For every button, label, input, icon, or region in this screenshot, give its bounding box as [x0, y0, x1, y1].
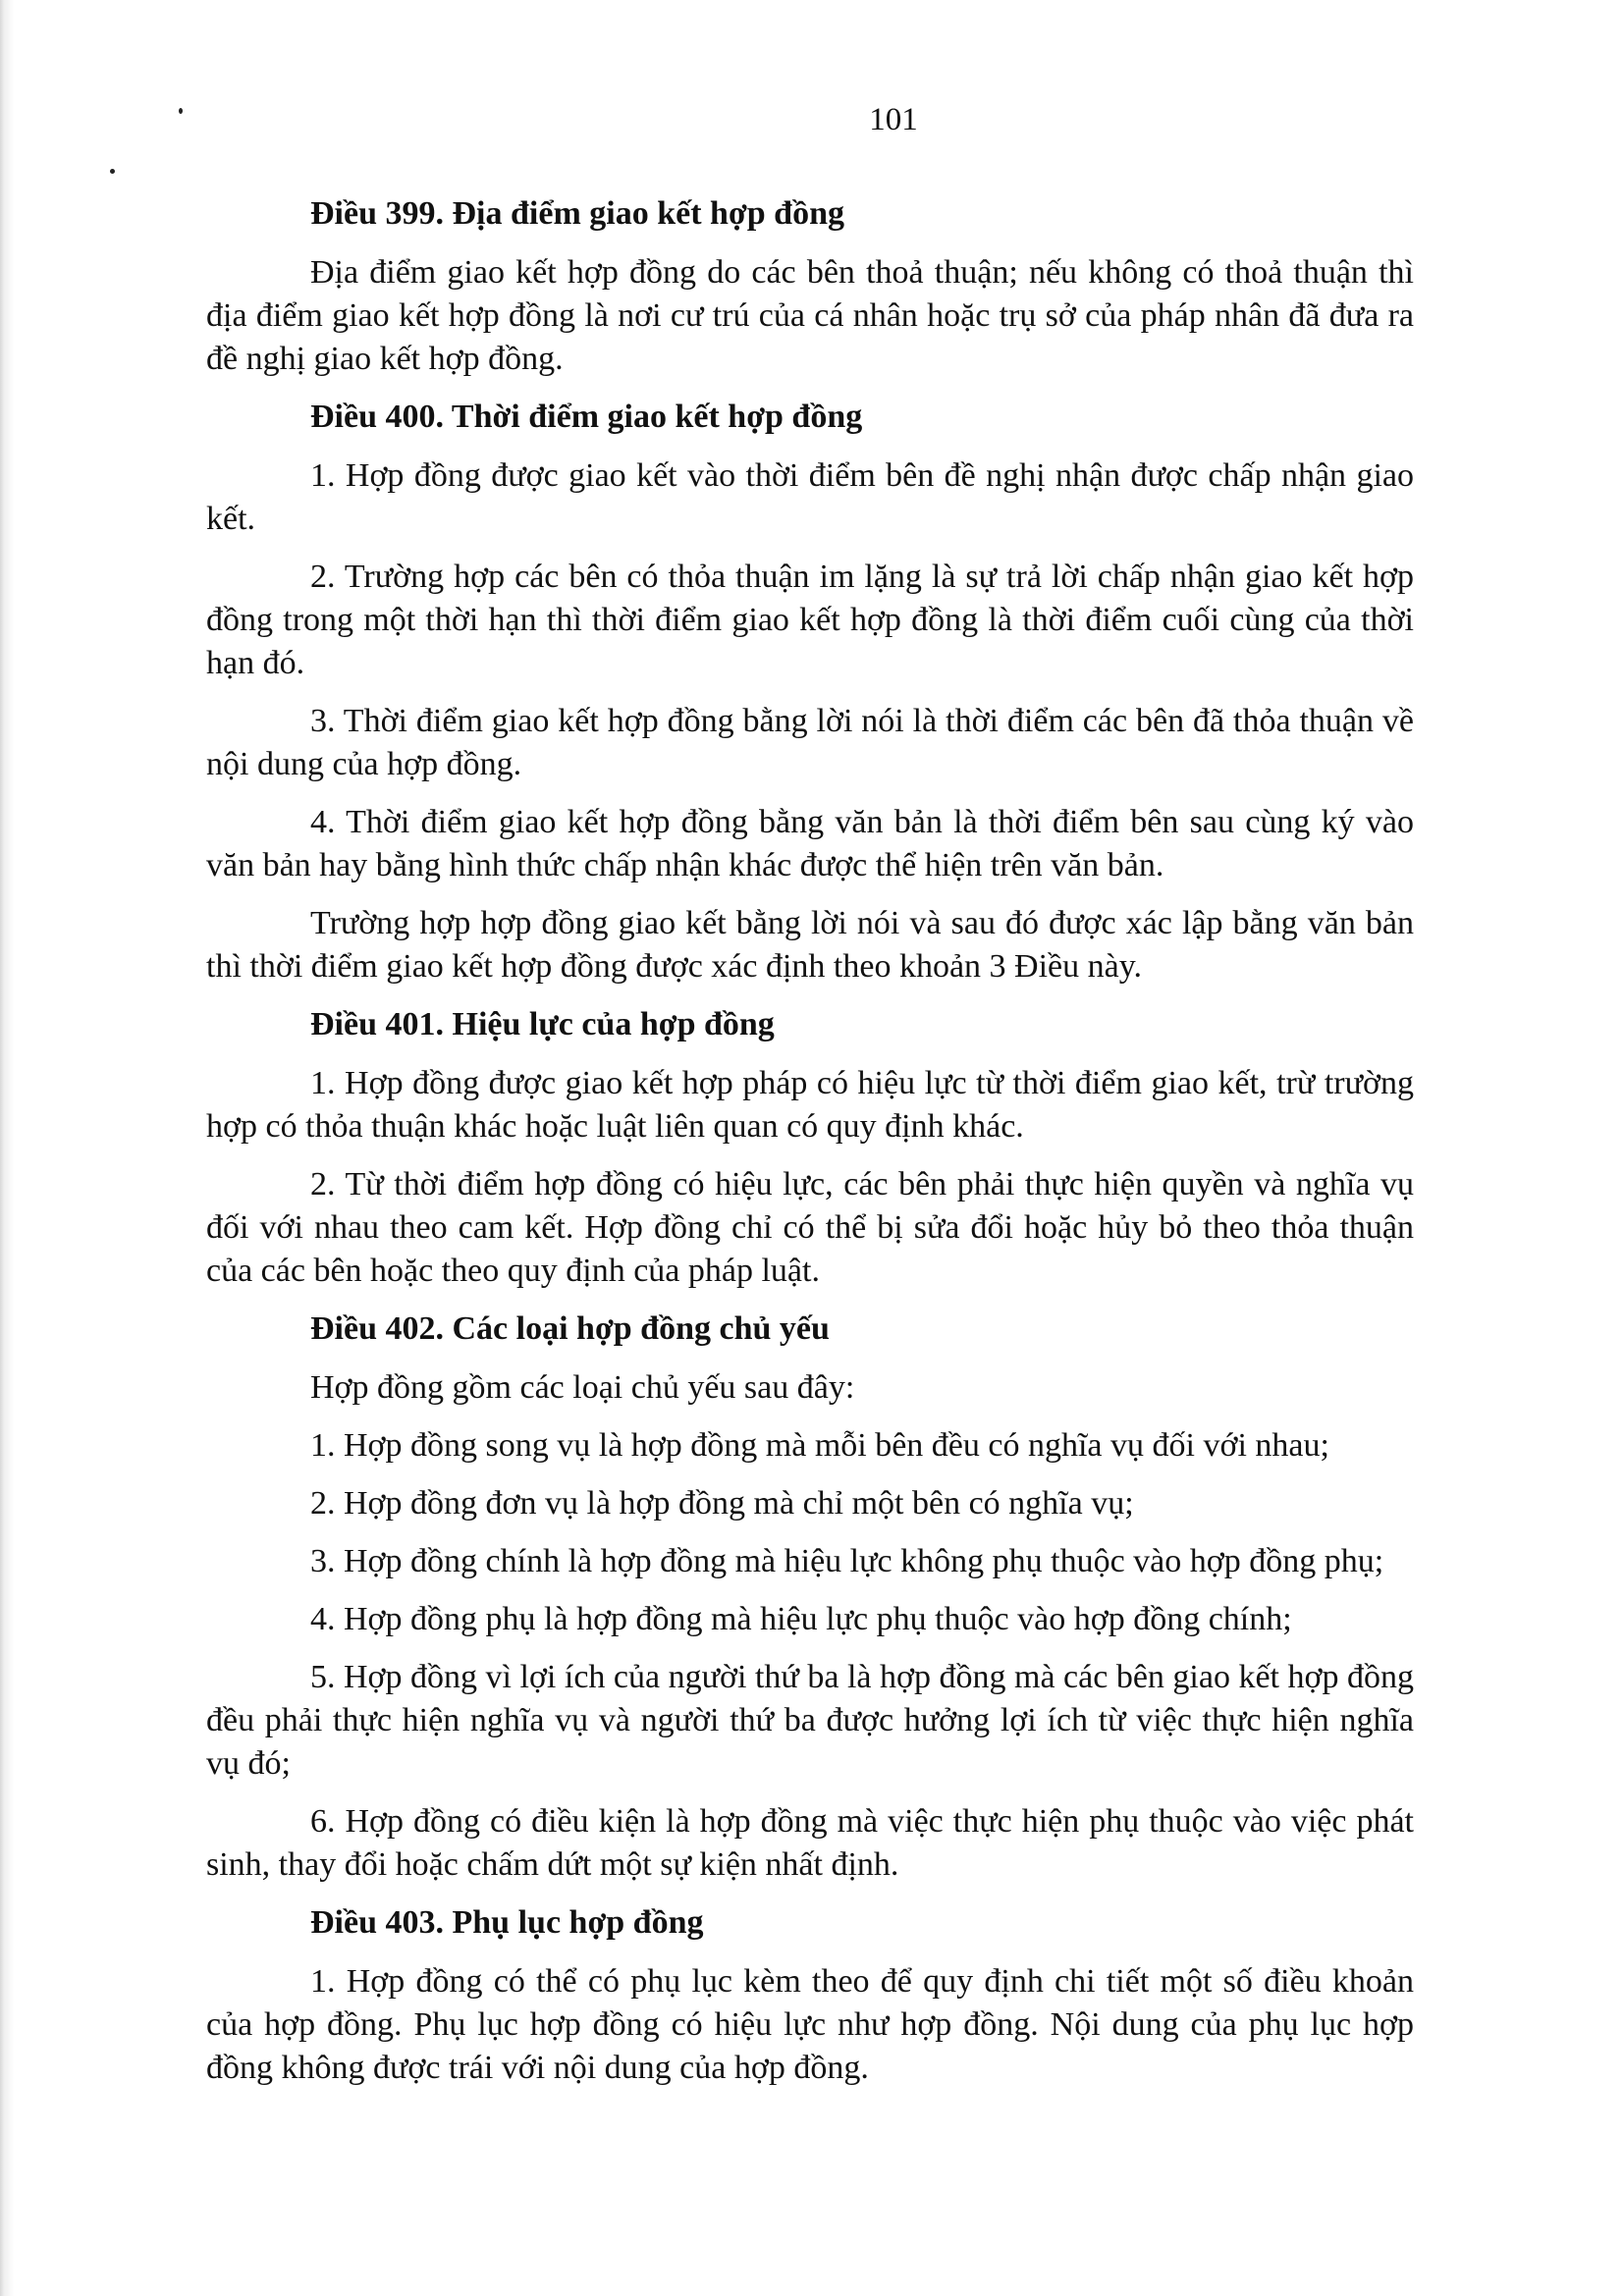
scan-speck [110, 169, 115, 174]
article-400 [206, 396, 1414, 988]
article-heading: Điều 402. Các loại hợp đồng chủ yếu [310, 1310, 830, 1347]
document-page [206, 98, 1414, 2105]
paragraph: Địa điểm giao kết hợp đồng do các bên thoả thuận; nếu không có thoả thuận thì địa điểm giao kết hợp đồng là nơi cư trú của cá nhân hoặc trụ sở của pháp nhân đã đưa ra đề nghị giao kết hợp đồng. [206, 254, 1414, 377]
scan-speck [179, 108, 183, 114]
paragraph: 5. Hợp đồng vì lợi ích của người thứ ba là hợp đồng mà các bên giao kết hợp đồng đều phải thực hiện nghĩa vụ và người thứ ba được hưởng lợi ích từ việc thực hiện nghĩa vụ đó; [206, 1659, 1414, 1782]
article-heading: Điều 399. Địa điểm giao kết hợp đồng [310, 195, 844, 232]
paragraph: 1. Hợp đồng có thể có phụ lục kèm theo để quy định chi tiết một số điều khoản của hợp đồng. Phụ lục hợp đồng có hiệu lực như hợp đồng. Nội dung của phụ lục hợp đồng không được trái với nội dung của hợp đồng. [206, 1963, 1414, 2086]
paragraph: 3. Hợp đồng chính là hợp đồng mà hiệu lực không phụ thuộc vào hợp đồng phụ; [310, 1543, 1384, 1579]
paragraph: 2. Hợp đồng đơn vụ là hợp đồng mà chỉ một bên có nghĩa vụ; [310, 1485, 1134, 1522]
paragraph: 1. Hợp đồng song vụ là hợp đồng mà mỗi bên đều có nghĩa vụ đối với nhau; [310, 1427, 1329, 1464]
paragraph: Trường hợp hợp đồng giao kết bằng lời nói và sau đó được xác lập bằng văn bản thì thời điểm giao kết hợp đồng được xác định theo khoản 3 Điều này. [206, 905, 1414, 985]
paragraph: 3. Thời điểm giao kết hợp đồng bằng lời nói là thời điểm các bên đã thỏa thuận về nội dung của hợp đồng. [206, 703, 1414, 782]
article-heading: Điều 401. Hiệu lực của hợp đồng [310, 1006, 775, 1042]
paragraph: 1. Hợp đồng được giao kết hợp pháp có hiệu lực từ thời điểm giao kết, trừ trường hợp có thỏa thuận khác hoặc luật liên quan có quy định khác. [206, 1065, 1414, 1145]
article-402 [206, 1308, 1414, 1887]
paragraph: Hợp đồng gồm các loại chủ yếu sau đây: [310, 1369, 855, 1406]
scan-edge-shadow [0, 0, 14, 2296]
article-heading: Điều 400. Thời điểm giao kết hợp đồng [310, 399, 863, 435]
page-number: 101 [869, 102, 918, 137]
article-403 [206, 1901, 1414, 2090]
paragraph: 2. Từ thời điểm hợp đồng có hiệu lực, các bên phải thực hiện quyền và nghĩa vụ đối với nhau theo cam kết. Hợp đồng chỉ có thể bị sửa đổi hoặc hủy bỏ theo thỏa thuận của các bên hoặc theo quy định của pháp luật. [206, 1166, 1414, 1289]
paragraph: 4. Hợp đồng phụ là hợp đồng mà hiệu lực phụ thuộc vào hợp đồng chính; [310, 1601, 1292, 1637]
article-399 [206, 192, 1414, 381]
paragraph: 2. Trường hợp các bên có thỏa thuận im lặng là sự trả lời chấp nhận giao kết hợp đồng trong một thời hạn thì thời điểm giao kết hợp đồng là thời điểm cuối cùng của thời hạn đó. [206, 559, 1414, 681]
paragraph: 4. Thời điểm giao kết hợp đồng bằng văn bản là thời điểm bên sau cùng ký vào văn bản hay bằng hình thức chấp nhận khác được thể hiện trên văn bản. [206, 804, 1414, 883]
paragraph: 6. Hợp đồng có điều kiện là hợp đồng mà việc thực hiện phụ thuộc vào việc phát sinh, thay đổi hoặc chấm dứt một sự kiện nhất định. [206, 1803, 1414, 1883]
paragraph: 1. Hợp đồng được giao kết vào thời điểm bên đề nghị nhận được chấp nhận giao kết. [206, 457, 1414, 537]
article-heading: Điều 403. Phụ lục hợp đồng [310, 1904, 704, 1941]
article-401 [206, 1003, 1414, 1293]
